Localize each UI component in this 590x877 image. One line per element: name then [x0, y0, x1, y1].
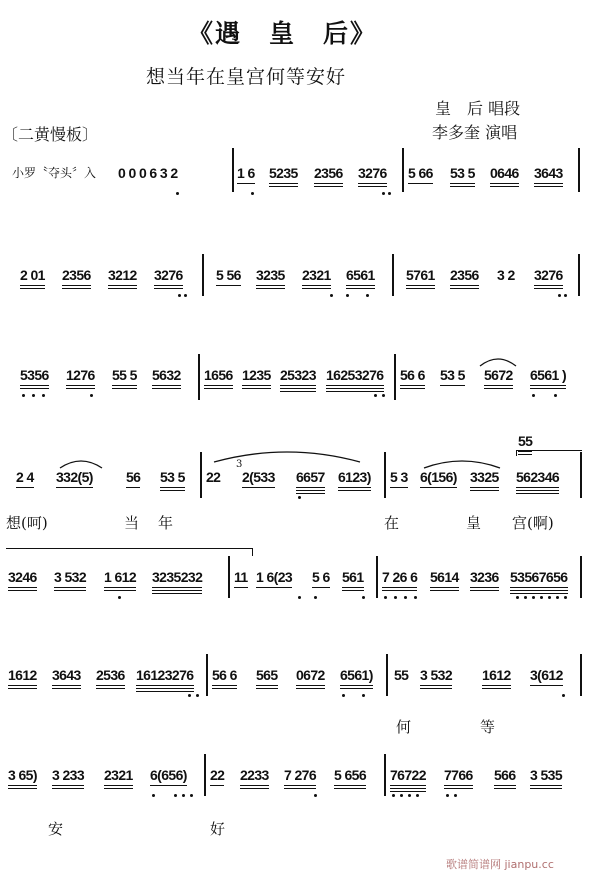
note-group: 5356 [20, 364, 49, 386]
bar-line [206, 654, 208, 696]
bar-line [384, 452, 386, 498]
bar-line [198, 354, 200, 400]
note-group: 56 [126, 466, 140, 488]
staff-line-6 [0, 664, 590, 704]
lyric: 年 [158, 514, 174, 532]
note-group: 5235 [269, 162, 298, 184]
note-group: 56 6 [400, 364, 425, 386]
note-group: 3643 [52, 664, 81, 686]
note-group: 2356 [450, 264, 479, 286]
note-group: 566 [494, 764, 516, 786]
credit-singer: 李多奎 演唱 [432, 123, 518, 142]
note-group: 53 5 [440, 364, 465, 386]
note-group: 0 0 0 6 3 2 [118, 162, 178, 184]
bracket-tick [252, 548, 253, 556]
staff-line-7 [0, 764, 590, 804]
bar-line [232, 148, 234, 192]
note-group: 2 01 [20, 264, 45, 286]
note-group: 5672 [484, 364, 513, 386]
note-group: 3212 [108, 264, 137, 286]
note-group: 56 6 [212, 664, 237, 686]
bar-line [402, 148, 404, 192]
note-group: 6561 ) [530, 364, 566, 386]
lyric: 等 [480, 718, 496, 736]
note-group: 1 6(23 [256, 566, 292, 588]
note-group: 5 656 [334, 764, 366, 786]
note-group: 3 532 [420, 664, 452, 686]
staff-line-1 [0, 162, 590, 202]
lyric: 当 [124, 514, 140, 532]
note-group: 1612 [8, 664, 37, 686]
note-group: 2356 [62, 264, 91, 286]
note-group: 6(656) [150, 764, 187, 786]
bar-line [384, 754, 386, 796]
lyric: 好 [210, 820, 226, 838]
note-group: 1276 [66, 364, 95, 386]
slur-mark [478, 356, 518, 368]
slur-mark [422, 458, 502, 470]
intro-marking: 小罗〝夺头〞入 [12, 166, 97, 180]
note-group: 1 6 [237, 162, 255, 184]
note-group: 3235 [256, 264, 285, 286]
note-group: 3 65) [8, 764, 37, 786]
note-group: 2356 [314, 162, 343, 184]
slur-mark [212, 448, 362, 464]
note-group: 53567656 [510, 566, 568, 588]
note-group: 76722 [390, 764, 426, 786]
note-group: 6123) [338, 466, 371, 488]
note-group: 0646 [490, 162, 519, 184]
score-subtitle: 想当年在皇宫何等安好 [146, 66, 347, 88]
note-group: 3235232 [152, 566, 202, 588]
note-group: 53 5 [450, 162, 475, 184]
bracket-line [516, 450, 582, 451]
bar-line [200, 452, 202, 498]
credit-role: 皇 后 唱段 [435, 99, 521, 118]
note-group: 3 2 [497, 267, 515, 283]
note-group: 3643 [534, 162, 563, 184]
note-group: 5 3 [390, 466, 408, 488]
note-group: 6561 [346, 264, 375, 286]
staff-line-3 [0, 364, 590, 404]
note-group: 5761 [406, 264, 435, 286]
note-group: 5632 [152, 364, 181, 386]
note-group: 6657 [296, 466, 325, 488]
note-group: 2321 [104, 764, 133, 786]
note-group: 7 276 [284, 764, 316, 786]
note-group: 0672 [296, 664, 325, 686]
note-group: 7766 [444, 764, 473, 786]
bracket-line [6, 548, 252, 549]
note-group: 3276 [358, 162, 387, 184]
bar-line [394, 354, 396, 400]
grace-note: 3 [236, 459, 243, 470]
ornament-above: 55 [518, 430, 532, 452]
bar-line [392, 254, 394, 296]
bar-line [204, 754, 206, 796]
staff-line-4 [0, 433, 590, 506]
note-group: 562346 [516, 466, 559, 488]
note-group: 22 [206, 469, 221, 485]
note-group: 22 [210, 764, 224, 786]
bar-line [376, 556, 378, 598]
bar-line [578, 148, 580, 192]
note-group: 6561) [340, 664, 373, 686]
note-group: 25323 [280, 364, 316, 386]
lyric: 皇 [466, 514, 482, 532]
note-group: 3 535 [530, 764, 562, 786]
lyric: 想(呵) [6, 514, 48, 532]
note-group: 2233 [240, 764, 269, 786]
note-group: 561 [342, 566, 364, 588]
note-group: 11 [234, 566, 248, 588]
note-group: 3 532 [54, 566, 86, 588]
bar-line [228, 556, 230, 598]
note-group: 1656 [204, 364, 233, 386]
note-group: 5 56 [216, 264, 241, 286]
note-group: 7 26 6 [382, 566, 417, 588]
note-group: 16253276 [326, 364, 384, 386]
note-group: 3276 [154, 264, 183, 286]
site-watermark: 歌谱简谱网 jianpu.cc [446, 858, 554, 871]
note-group: 5 66 [408, 162, 433, 184]
score-title: 《遇 皇 后》 [188, 19, 378, 48]
lyric: 安 [48, 820, 64, 838]
note-group: 565 [256, 664, 278, 686]
bar-line [386, 654, 388, 696]
staff-line-2 [0, 264, 590, 304]
note-group: 5614 [430, 566, 459, 588]
note-group: 1235 [242, 364, 271, 386]
note-group: 1 612 [104, 566, 136, 588]
lyric: 在 [384, 514, 400, 532]
note-group: 6(156) [420, 466, 457, 488]
note-group: 2 4 [16, 466, 34, 488]
bar-line [580, 452, 582, 498]
note-group: 55 [394, 667, 409, 683]
slur-mark [58, 458, 104, 470]
note-group: 53 5 [160, 466, 185, 488]
note-group: 5 6 [312, 566, 330, 588]
note-group: 3325 [470, 466, 499, 488]
staff-line-5 [0, 566, 590, 606]
note-group: 2(533 [242, 466, 275, 488]
note-group: 3 233 [52, 764, 84, 786]
note-group: 3276 [534, 264, 563, 286]
bar-line [580, 654, 582, 696]
note-group: 2321 [302, 264, 331, 286]
bar-line [580, 556, 582, 598]
mode-marking: 〔二黄慢板〕 [2, 125, 99, 144]
bracket-tick [516, 450, 517, 456]
bar-line [578, 254, 580, 296]
note-group: 3(612 [530, 664, 563, 686]
lyric: 宫(啊) [512, 514, 554, 532]
bar-line [202, 254, 204, 296]
note-group: 2536 [96, 664, 125, 686]
lyric: 何 [396, 718, 412, 736]
note-group: 3246 [8, 566, 37, 588]
note-group: 1612 [482, 664, 511, 686]
note-group: 55 5 [112, 364, 137, 386]
note-group: 3236 [470, 566, 499, 588]
note-group: 332(5) [56, 466, 93, 488]
note-group: 16123276 [136, 664, 194, 686]
